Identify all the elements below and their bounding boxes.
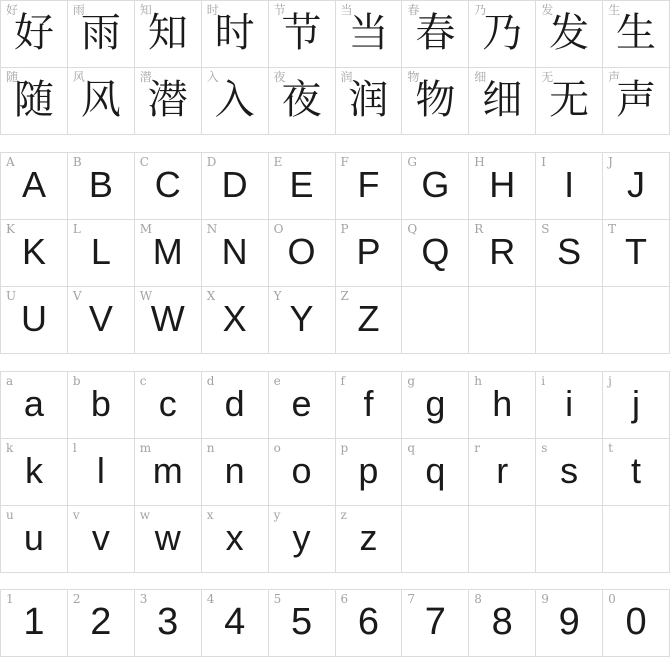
cell-glyph: 乃 [482, 10, 523, 55]
cell-corner-label: S [541, 222, 550, 236]
cell-glyph: m [152, 449, 183, 491]
cell-corner-label: 细 [474, 70, 487, 84]
cell-corner-label: G [407, 155, 417, 169]
glyph-cell [135, 372, 201, 438]
cell-glyph: B [88, 163, 113, 205]
glyph-cell [68, 68, 134, 134]
cell-corner-label: t [608, 441, 613, 455]
glyph-cell [336, 287, 402, 353]
cell-corner-label: I [541, 155, 546, 169]
cell-corner-label: E [273, 155, 283, 169]
cell-corner-label: w [139, 508, 151, 522]
cell-corner-label: P [340, 222, 349, 236]
cell-glyph: d [224, 382, 245, 424]
glyph-cell [202, 506, 268, 572]
cell-corner-label: e [273, 374, 281, 388]
cell-corner-label: B [72, 155, 82, 169]
cell-corner-label: 润 [340, 70, 353, 84]
cell-corner-label: X [206, 289, 216, 303]
cell-glyph: j [632, 382, 641, 424]
glyph-cell [336, 1, 402, 67]
glyph-cell [135, 68, 201, 134]
cell-glyph: o [291, 449, 312, 491]
cell-corner-label: 生 [608, 3, 621, 17]
cell-glyph: 1 [23, 600, 45, 643]
cell-glyph: S [557, 230, 582, 272]
cell-corner-label: 8 [474, 592, 482, 606]
cell-corner-label: r [474, 441, 481, 455]
cell-corner-label: K [6, 222, 15, 236]
glyph-cell [469, 439, 535, 505]
glyph-cell [135, 287, 201, 353]
cell-corner-label: o [273, 441, 281, 455]
empty-cell [603, 506, 669, 572]
cell-glyph: X [222, 297, 247, 339]
cell-glyph: e [291, 382, 312, 424]
cell-glyph: r [496, 449, 509, 491]
cell-corner-label: N [206, 222, 218, 236]
glyph-cell [68, 220, 134, 286]
cell-corner-label: F [340, 155, 349, 169]
glyph-cell [336, 439, 402, 505]
cell-corner-label: 好 [6, 3, 19, 17]
cell-corner-label: Z [340, 289, 349, 303]
cell-corner-label: f [340, 374, 345, 388]
cell-glyph: D [221, 163, 248, 205]
digits-section [0, 589, 670, 657]
cell-corner-label: n [206, 441, 215, 455]
cell-glyph: G [421, 163, 450, 205]
glyph-cell [202, 590, 268, 656]
glyph-cell [1, 439, 67, 505]
cell-glyph: 风 [80, 77, 121, 122]
glyph-cell [135, 153, 201, 219]
glyph-cell [135, 220, 201, 286]
glyph-cell [202, 287, 268, 353]
glyph-cell [402, 1, 468, 67]
cell-corner-label: 7 [407, 592, 416, 606]
cell-glyph: W [150, 297, 185, 339]
cell-corner-label: d [206, 374, 215, 388]
cell-glyph: 0 [625, 600, 647, 643]
cell-glyph: N [221, 230, 248, 272]
empty-cell [469, 287, 535, 353]
hanzi-section [0, 0, 670, 135]
cell-glyph: Q [421, 230, 450, 272]
glyph-cell [269, 590, 335, 656]
cell-glyph: p [358, 449, 379, 491]
cell-glyph: Z [357, 297, 380, 339]
glyph-cell [536, 439, 602, 505]
cell-corner-label: v [72, 508, 80, 522]
cell-corner-label: 雨 [72, 3, 85, 17]
cell-corner-label: 物 [407, 70, 420, 84]
cell-corner-label: a [6, 374, 14, 388]
cell-glyph: 雨 [80, 10, 121, 55]
glyph-cell [68, 372, 134, 438]
cell-corner-label: L [72, 222, 81, 236]
cell-corner-label: C [139, 155, 149, 169]
cell-corner-label: u [6, 508, 14, 522]
cell-glyph: T [625, 230, 648, 272]
glyph-cell [603, 372, 669, 438]
cell-corner-label: 2 [72, 592, 81, 606]
cell-glyph: f [363, 382, 374, 424]
glyph-cell [269, 153, 335, 219]
cell-corner-label: p [340, 441, 349, 455]
cell-corner-label: j [608, 374, 612, 388]
cell-glyph: 夜 [281, 77, 322, 122]
cell-glyph: y [292, 516, 311, 558]
cell-glyph: U [20, 297, 47, 339]
glyph-cell [402, 153, 468, 219]
glyph-cell [1, 153, 67, 219]
cell-glyph: w [154, 516, 181, 558]
glyph-cell [1, 68, 67, 134]
glyph-cell [536, 68, 602, 134]
cell-glyph: 当 [348, 10, 389, 55]
cell-corner-label: V [72, 289, 82, 303]
glyph-cell [536, 590, 602, 656]
cell-glyph: E [289, 163, 314, 205]
cell-glyph: K [21, 230, 46, 272]
cell-glyph: 无 [549, 77, 590, 122]
cell-corner-label: R [474, 222, 484, 236]
cell-corner-label: 潜 [139, 70, 152, 84]
glyph-cell [135, 506, 201, 572]
glyph-cell [402, 372, 468, 438]
cell-glyph: 4 [224, 600, 246, 643]
uppercase-section [0, 152, 670, 354]
glyph-cell [1, 287, 67, 353]
cell-glyph: z [359, 516, 378, 558]
cell-glyph: F [357, 163, 380, 205]
cell-glyph: t [631, 449, 642, 491]
cell-corner-label: Y [273, 289, 282, 303]
cell-corner-label: Q [407, 222, 418, 236]
cell-glyph: 7 [424, 600, 446, 643]
cell-glyph: s [560, 449, 579, 491]
cell-corner-label: T [608, 222, 617, 236]
cell-corner-label: q [407, 441, 416, 455]
glyph-cell [68, 153, 134, 219]
cell-corner-label: 声 [608, 70, 621, 84]
cell-corner-label: 6 [340, 592, 349, 606]
cell-corner-label: W [139, 289, 153, 303]
glyph-cell [469, 590, 535, 656]
cell-corner-label: m [139, 441, 152, 455]
cell-corner-label: h [474, 374, 483, 388]
cell-glyph: M [152, 230, 183, 272]
cell-glyph: I [564, 163, 575, 205]
cell-glyph: R [489, 230, 516, 272]
glyph-cell [336, 68, 402, 134]
cell-glyph: h [492, 382, 513, 424]
glyph-cell [336, 153, 402, 219]
cell-glyph: 生 [616, 10, 657, 55]
glyph-cell [536, 153, 602, 219]
glyph-cell [603, 439, 669, 505]
glyph-cell [1, 1, 67, 67]
cell-glyph: J [627, 163, 646, 205]
cell-glyph: 时 [214, 10, 255, 55]
cell-corner-label: H [474, 155, 485, 169]
glyph-cell [402, 590, 468, 656]
glyph-cell [269, 439, 335, 505]
cell-glyph: 润 [348, 77, 389, 122]
cell-glyph: 9 [558, 600, 580, 643]
cell-corner-label: 乃 [474, 3, 487, 17]
cell-corner-label: 1 [6, 592, 14, 606]
cell-corner-label: O [273, 222, 284, 236]
cell-corner-label: M [139, 222, 153, 236]
glyph-cell [68, 287, 134, 353]
cell-corner-label: y [273, 508, 281, 522]
glyph-cell [469, 1, 535, 67]
cell-corner-label: A [6, 155, 15, 169]
cell-glyph: 声 [616, 77, 657, 122]
cell-glyph: V [88, 297, 113, 339]
glyph-cell [603, 1, 669, 67]
cell-corner-label: 夜 [273, 70, 286, 84]
cell-corner-label: c [139, 374, 147, 388]
empty-cell [536, 287, 602, 353]
glyph-cell [402, 68, 468, 134]
cell-corner-label: k [6, 441, 14, 455]
cell-glyph: i [565, 382, 574, 424]
cell-corner-label: 随 [6, 70, 19, 84]
cell-corner-label: 4 [206, 592, 215, 606]
glyph-cell [202, 220, 268, 286]
cell-glyph: l [96, 449, 105, 491]
glyph-cell [68, 590, 134, 656]
cell-corner-label: 风 [72, 70, 85, 84]
cell-corner-label: b [72, 374, 81, 388]
cell-corner-label: 春 [407, 3, 420, 17]
cell-glyph: 发 [549, 10, 590, 55]
cell-glyph: 2 [90, 600, 112, 643]
glyph-cell [469, 372, 535, 438]
cell-glyph: A [21, 163, 46, 205]
empty-cell [469, 506, 535, 572]
glyph-cell [603, 68, 669, 134]
glyph-cell [1, 220, 67, 286]
cell-corner-label: 5 [273, 592, 282, 606]
cell-glyph: u [23, 516, 44, 558]
cell-corner-label: s [541, 441, 548, 455]
glyph-cell [402, 439, 468, 505]
glyph-cell [68, 439, 134, 505]
glyph-cell [135, 1, 201, 67]
cell-glyph: g [425, 382, 446, 424]
cell-glyph: 好 [13, 10, 54, 55]
cell-glyph: 物 [415, 77, 456, 122]
glyph-cell [202, 372, 268, 438]
glyph-cell [269, 68, 335, 134]
glyph-cell [135, 590, 201, 656]
cell-glyph: c [158, 382, 177, 424]
empty-cell [603, 287, 669, 353]
cell-corner-label: 无 [541, 70, 554, 84]
glyph-cell [603, 220, 669, 286]
glyph-cell [336, 220, 402, 286]
cell-corner-label: 9 [541, 592, 549, 606]
cell-corner-label: 3 [139, 592, 148, 606]
glyph-cell [1, 506, 67, 572]
glyph-cell [202, 153, 268, 219]
cell-glyph: 随 [13, 77, 54, 122]
glyph-cell [1, 590, 67, 656]
cell-glyph: v [91, 516, 110, 558]
cell-glyph: 细 [482, 77, 523, 122]
glyph-cell [336, 372, 402, 438]
glyph-cell [202, 439, 268, 505]
cell-glyph: 入 [214, 77, 255, 122]
cell-glyph: H [489, 163, 516, 205]
empty-cell [402, 506, 468, 572]
cell-glyph: q [425, 449, 446, 491]
cell-glyph: 6 [357, 600, 380, 643]
cell-corner-label: i [541, 374, 546, 388]
glyph-cell [269, 372, 335, 438]
glyph-cell [269, 287, 335, 353]
empty-cell [536, 506, 602, 572]
cell-corner-label: 0 [608, 592, 616, 606]
cell-glyph: 3 [157, 600, 179, 643]
glyph-cell [336, 590, 402, 656]
glyph-cell [536, 372, 602, 438]
glyph-cell [202, 68, 268, 134]
glyph-cell [68, 506, 134, 572]
cell-glyph: k [24, 449, 43, 491]
glyph-cell [469, 68, 535, 134]
cell-glyph: 8 [491, 600, 513, 643]
glyph-cell [1, 372, 67, 438]
cell-corner-label: 入 [206, 70, 219, 84]
glyph-cell [536, 1, 602, 67]
cell-corner-label: 节 [273, 3, 286, 17]
cell-glyph: a [23, 382, 44, 424]
cell-glyph: 春 [415, 10, 456, 55]
cell-glyph: 潜 [147, 77, 188, 122]
cell-corner-label: U [6, 289, 17, 303]
glyph-cell [536, 220, 602, 286]
glyph-cell [269, 506, 335, 572]
cell-glyph: n [224, 449, 245, 491]
glyph-cell [269, 220, 335, 286]
cell-corner-label: g [407, 374, 416, 388]
lowercase-section [0, 371, 670, 573]
cell-corner-label: 发 [541, 3, 554, 17]
cell-glyph: L [90, 230, 111, 272]
empty-cell [402, 287, 468, 353]
cell-glyph: 节 [281, 10, 322, 55]
glyph-cell [202, 1, 268, 67]
cell-corner-label: l [72, 441, 77, 455]
cell-glyph: P [356, 230, 381, 272]
glyph-cell [603, 590, 669, 656]
cell-corner-label: z [340, 508, 347, 522]
cell-corner-label: D [206, 155, 217, 169]
cell-corner-label: x [206, 508, 214, 522]
cell-corner-label: 知 [139, 3, 152, 17]
cell-glyph: b [90, 382, 111, 424]
cell-glyph: 5 [290, 600, 313, 643]
glyph-cell [402, 220, 468, 286]
cell-corner-label: 时 [206, 3, 219, 17]
cell-glyph: 知 [147, 10, 188, 55]
cell-glyph: O [287, 230, 316, 272]
glyph-cell [68, 1, 134, 67]
glyph-cell [336, 506, 402, 572]
glyph-cell [469, 220, 535, 286]
cell-corner-label: J [608, 155, 613, 169]
cell-glyph: x [225, 516, 244, 558]
glyph-cell [469, 153, 535, 219]
glyph-cell [135, 439, 201, 505]
cell-glyph: C [154, 163, 181, 205]
glyph-cell [603, 153, 669, 219]
cell-glyph: Y [289, 297, 314, 339]
cell-corner-label: 当 [340, 3, 353, 17]
glyph-cell [269, 1, 335, 67]
